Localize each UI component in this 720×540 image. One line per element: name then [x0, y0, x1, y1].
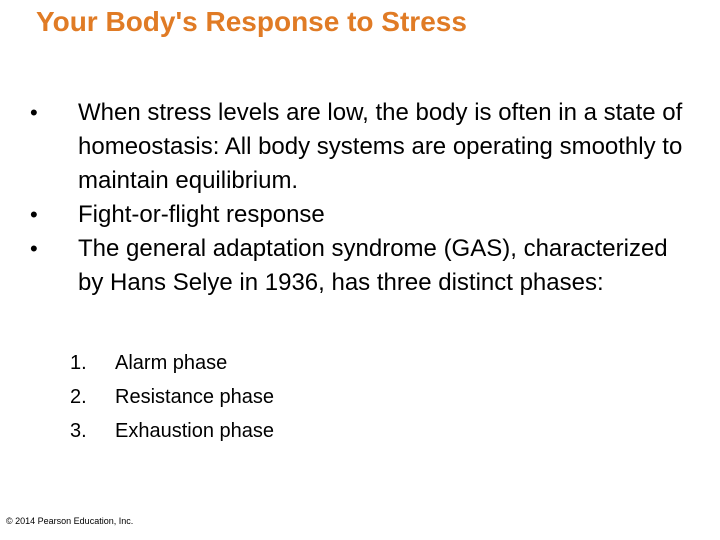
phase-label: Exhaustion phase	[115, 420, 275, 442]
bullet-item	[0, 96, 720, 198]
phase-number: 2.	[70, 386, 87, 408]
bullet-item	[0, 198, 720, 232]
bullet-text: When stress levels are low, the body is often in a state of homeostasis: All body systems are operating smoothly to maintain equilibrium.	[78, 99, 683, 194]
bullet-item	[0, 232, 720, 300]
slide-title: Your Body's Response to Stress	[36, 6, 467, 37]
bullet-list	[0, 96, 720, 300]
phase-label: Alarm phase	[115, 352, 228, 374]
bullet-icon: •	[30, 236, 38, 261]
bullet-icon: •	[30, 202, 38, 227]
bullet-text: The general adaptation syndrome (GAS), characterized by Hans Selye in 1936, has three distinct phases:	[78, 235, 668, 296]
phase-label: Resistance phase	[115, 386, 274, 408]
phase-number: 3.	[70, 420, 87, 442]
phase-number: 1.	[70, 352, 87, 374]
bullet-icon: •	[30, 100, 38, 125]
copyright-footer: © 2014 Pearson Education, Inc.	[6, 516, 134, 526]
bullet-text: Fight-or-flight response	[78, 201, 325, 228]
